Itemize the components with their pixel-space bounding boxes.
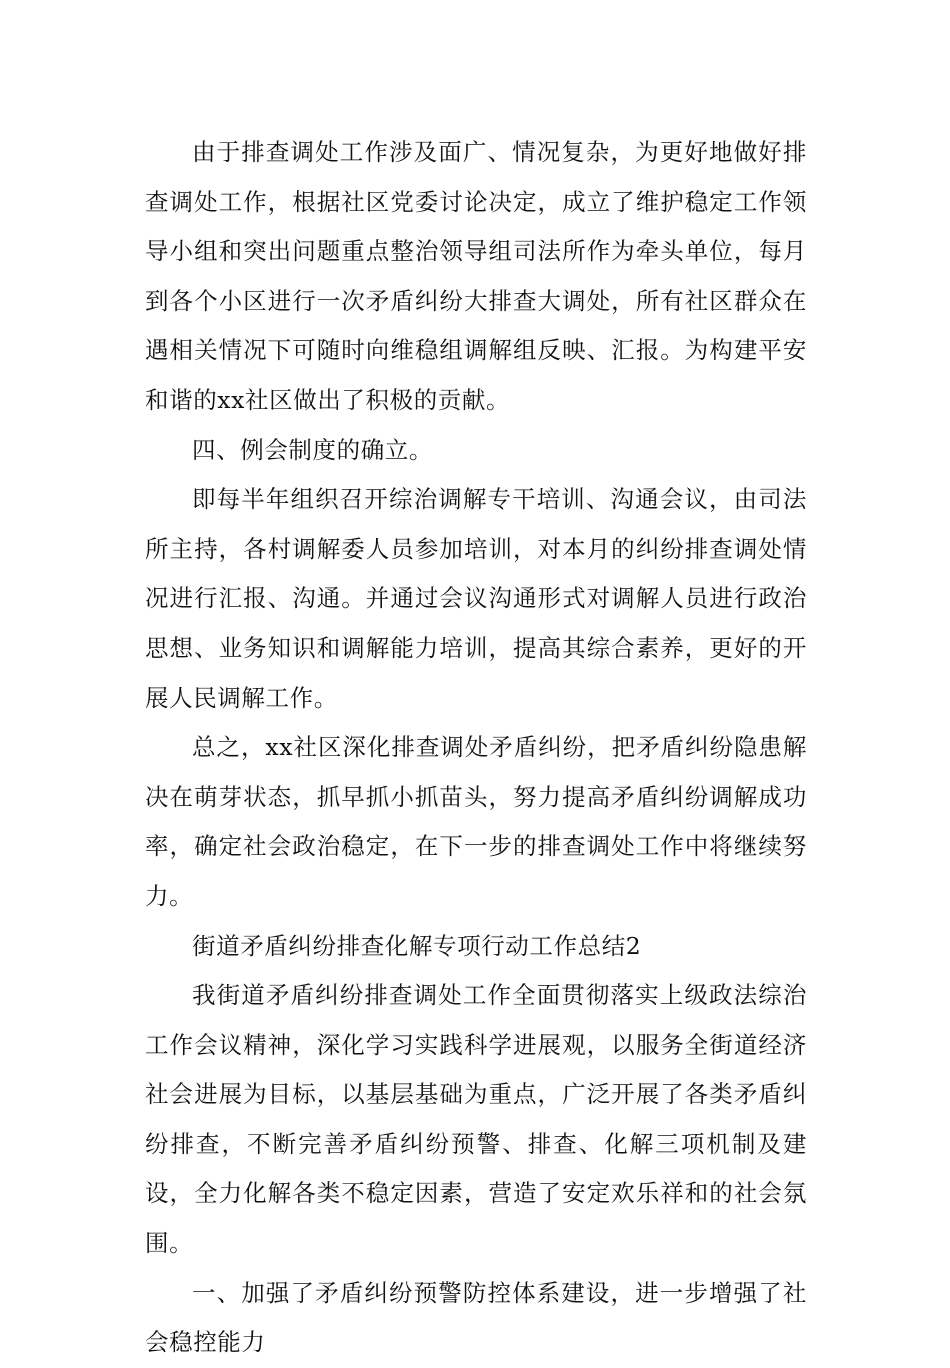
paragraph-mediation-work: 由于排查调处工作涉及面广、情况复杂，为更好地做好排查调处工作，根据社区党委讨论决定，成立了维护稳定工作领导小组和突出问题重点整治领导组司法所作为牵头单位，每月到各个小区进行一次矛盾纠纷大排查大调处，所有社区群众在遇相关情况下可随时向维稳组调解组反映、汇报。为构建平安和谐的xx社区做出了积极的贡献。 <box>145 138 807 414</box>
paragraph-training-meetings: 即每半年组织召开综治调解专干培训、沟通会议，由司法所主持，各村调解委人员参加培训，对本月的纠纷排查调处情况进行汇报、沟通。并通过会议沟通形式对调解人员进行政治思想、业务知识和调解能力培训，提高其综合素养，更好的开展人民调解工作。 <box>145 485 807 712</box>
paragraph-summary: 总之，xx社区深化排查调处矛盾纠纷，把矛盾纠纷隐患解决在萌芽状态，抓早抓小抓苗头，努力提高矛盾纠纷调解成功率，确定社会政治稳定，在下一步的排查调处工作中将继续努力。 <box>145 733 807 910</box>
section-title-summary-2: 街道矛盾纠纷排查化解专项行动工作总结2 <box>192 931 642 960</box>
heading-early-warning: 一、加强了矛盾纠纷预警防控体系建设，进一步增强了社会稳控能力 <box>145 1278 807 1357</box>
heading-meeting-system: 四、例会制度的确立。 <box>192 435 433 464</box>
paragraph-street-overview: 我街道矛盾纠纷排查调处工作全面贯彻落实上级政法综治工作会议精神，深化学习实践科学进展观，以服务全街道经济社会进展为目标，以基层基础为重点，广泛开展了各类矛盾纠纷排查，不断完善矛盾纠纷预警、排查、化解三项机制及建设，全力化解各类不稳定因素，营造了安定欢乐祥和的社会氛围。 <box>145 981 807 1258</box>
document-body <box>145 128 807 1368</box>
